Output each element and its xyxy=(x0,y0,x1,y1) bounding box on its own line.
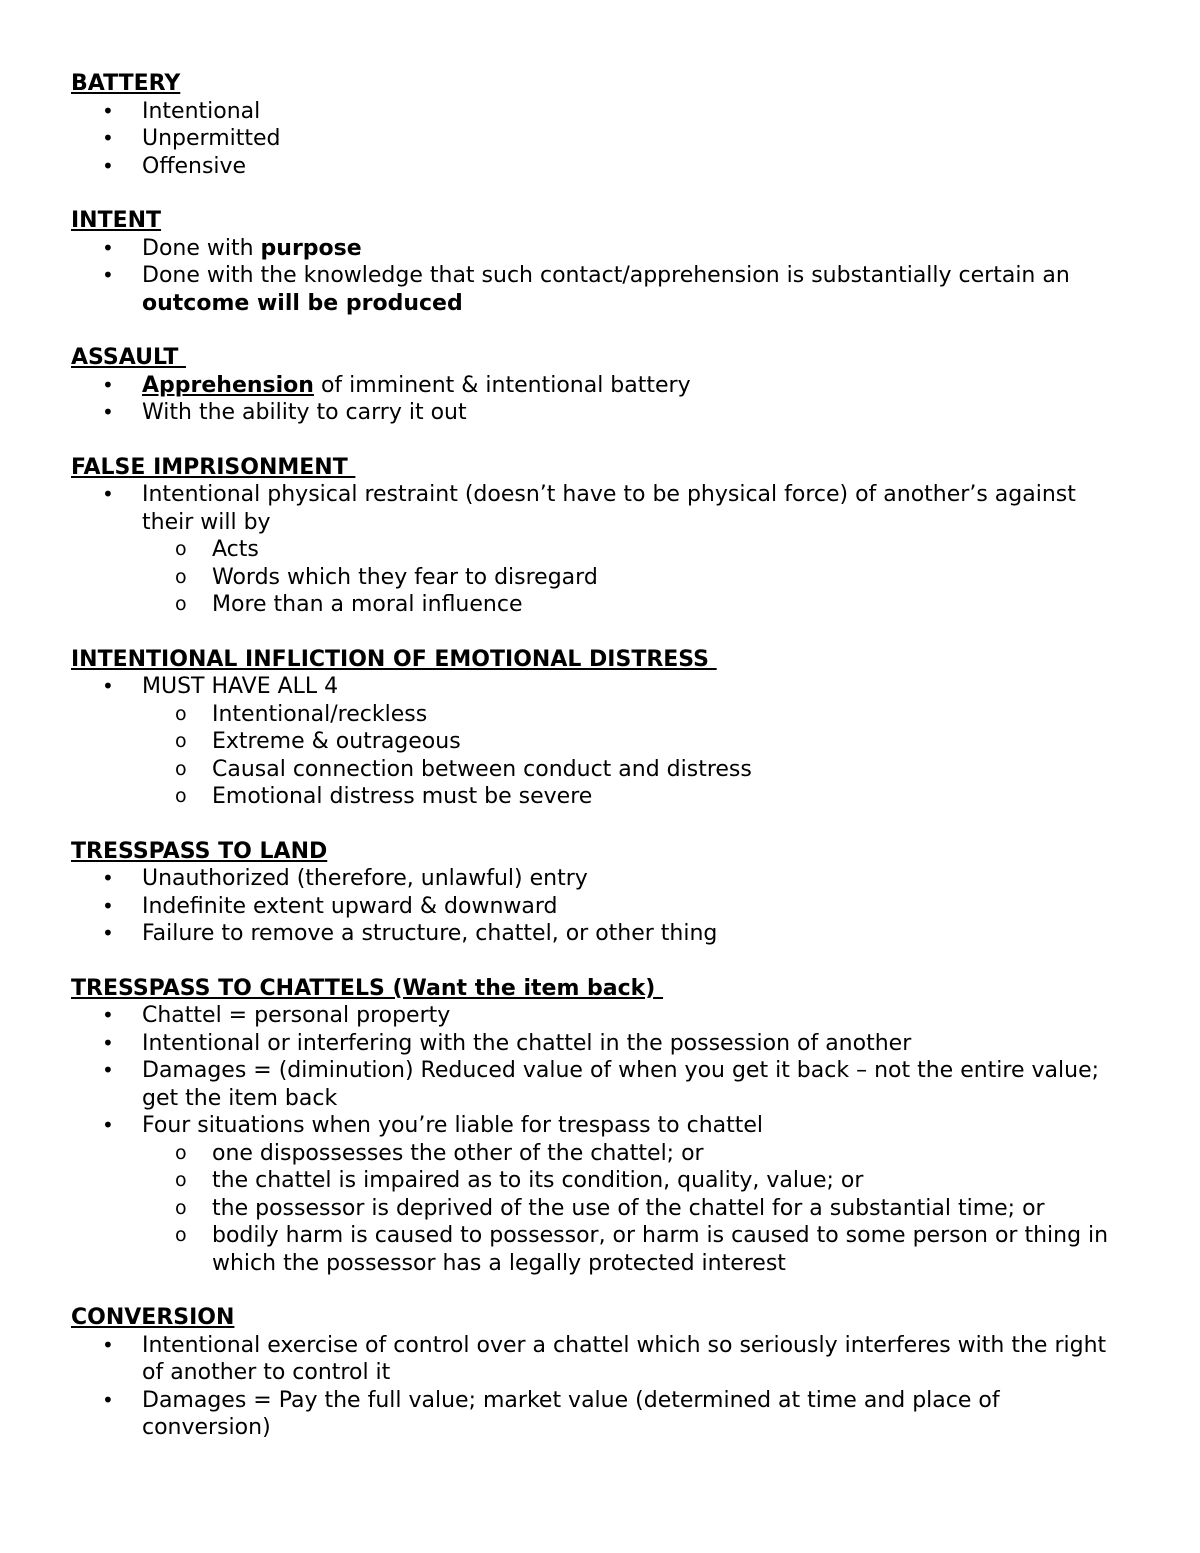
list-item: • Four situations when you’re liable for trespass to chattel xyxy=(102,1113,764,1138)
document-page xyxy=(71,70,1131,1469)
sub-list-item: o More than a moral influence xyxy=(175,592,523,617)
bullet-list xyxy=(71,235,1131,318)
sub-list-item: o Causal connection between conduct and distress xyxy=(175,756,752,782)
bullet-icon: • xyxy=(102,866,114,890)
list-item: • Done with purpose xyxy=(102,235,362,261)
list-item: • Indefinite extent upward & downward xyxy=(102,893,558,919)
section-heading: TRESSPASS TO LAND xyxy=(71,838,328,864)
section-heading: INTENTIONAL INFLICTION OF EMOTIONAL DISTRESS xyxy=(71,646,717,672)
bullet-icon: • xyxy=(102,153,114,178)
circle-bullet-icon: o xyxy=(175,1141,187,1164)
list-item: • Unauthorized (therefore, unlawful) entry xyxy=(102,866,588,891)
sub-list-item: o Emotional distress must be severe xyxy=(175,784,593,809)
section-heading: ASSAULT xyxy=(71,345,186,370)
circle-bullet-icon: o xyxy=(175,1196,187,1219)
circle-bullet-icon: o xyxy=(175,785,187,807)
list-item: • MUST HAVE ALL 4 xyxy=(102,674,339,699)
bullet-icon: • xyxy=(102,98,114,123)
circle-bullet-icon: o xyxy=(175,730,187,752)
list-item: • Intentional physical restraint (doesn’t have to be physical force) of another’s against their will by xyxy=(102,482,1076,535)
sub-list-item: o the chattel is impaired as to its condition, quality, value; or xyxy=(175,1168,864,1193)
list-item: • Damages = Pay the full value; market value (determined at time and place of conversion) xyxy=(102,1387,1000,1440)
circle-bullet-icon: o xyxy=(175,757,187,780)
bullet-icon: • xyxy=(102,921,114,945)
circle-bullet-icon: o xyxy=(175,702,187,725)
iied-section xyxy=(71,646,1131,811)
list-item: • Apprehension of imminent & intentional battery xyxy=(102,372,691,398)
conversion-section xyxy=(71,1304,1131,1442)
bullet-icon: • xyxy=(102,372,114,397)
bullet-list xyxy=(71,372,1131,427)
list-item: • Damages = (diminution) Reduced value of when you get it back – not the entire value; get the item back xyxy=(102,1058,1100,1111)
bullet-icon: • xyxy=(102,126,114,150)
list-item: • Intentional xyxy=(102,98,261,124)
bullet-list xyxy=(71,1002,1131,1277)
bullet-icon: • xyxy=(102,1058,114,1082)
section-heading: BATTERY xyxy=(71,71,181,96)
bullet-icon: • xyxy=(102,1387,114,1412)
section-heading: CONVERSION xyxy=(71,1305,235,1330)
trespass-land-section xyxy=(71,838,1131,948)
bullet-icon: • xyxy=(102,400,114,424)
bullet-list xyxy=(71,481,1131,619)
list-item: • Intentional exercise of control over a chattel which so seriously interferes with the right of another to control it xyxy=(102,1332,1107,1385)
circle-bullet-icon: o xyxy=(175,538,187,560)
bullet-icon: • xyxy=(102,482,114,506)
bullet-list xyxy=(71,1332,1131,1442)
list-item: • Chattel = personal property xyxy=(102,1003,451,1028)
section-heading: TRESSPASS TO CHATTELS (Want the item back) xyxy=(71,975,664,1001)
bullet-icon: • xyxy=(102,893,114,918)
bullet-icon: • xyxy=(102,1003,114,1027)
bullet-icon: • xyxy=(102,263,114,287)
list-item: • Done with the knowledge that such contact/apprehension is substantially certain an outcome will be produced xyxy=(102,263,1070,316)
bullet-icon: • xyxy=(102,235,114,260)
bullet-icon: • xyxy=(102,1332,114,1357)
sub-list-item: o Words which they fear to disregard xyxy=(175,564,598,590)
bullet-list xyxy=(71,98,1131,181)
sub-list-item: o Extreme & outrageous xyxy=(175,729,461,754)
bold-underlined-text: Apprehension xyxy=(142,372,314,398)
list-item: • With the ability to carry it out xyxy=(102,400,467,425)
false-imprisonment-section xyxy=(71,454,1131,619)
sub-list-item: o the possessor is deprived of the use of the chattel for a substantial time; or xyxy=(175,1195,1045,1221)
assault-section xyxy=(71,344,1131,427)
sub-list-item: o bodily harm is caused to possessor, or harm is caused to some person or thing in which the possessor has a legally protected interest xyxy=(175,1223,1109,1276)
bullet-list xyxy=(71,865,1131,948)
battery-section xyxy=(71,70,1131,180)
sub-list-item: o Intentional/reckless xyxy=(175,701,428,727)
bullet-icon: • xyxy=(102,674,114,698)
circle-bullet-icon: o xyxy=(175,565,187,588)
section-heading: FALSE IMPRISONMENT xyxy=(71,454,356,480)
list-item: • Failure to remove a structure, chattel, or other thing xyxy=(102,921,718,946)
list-item: • Unpermitted xyxy=(102,126,281,151)
sub-list-item: o one dispossesses the other of the chattel; or xyxy=(175,1140,704,1166)
bullet-icon: • xyxy=(102,1113,114,1137)
bullet-icon: • xyxy=(102,1030,114,1055)
section-heading: INTENT xyxy=(71,208,162,233)
list-item: • Offensive xyxy=(102,153,247,179)
sub-list-item: o Acts xyxy=(175,537,259,562)
circle-bullet-icon: o xyxy=(175,1224,187,1246)
circle-bullet-icon: o xyxy=(175,593,187,615)
bold-text: purpose xyxy=(260,235,362,261)
trespass-chattels-section xyxy=(71,975,1131,1278)
list-item: • Intentional or interfering with the chattel in the possession of another xyxy=(102,1030,912,1056)
circle-bullet-icon: o xyxy=(175,1169,187,1191)
bullet-list xyxy=(71,673,1131,811)
bold-text: outcome will be produced xyxy=(142,290,463,316)
intent-section xyxy=(71,207,1131,317)
